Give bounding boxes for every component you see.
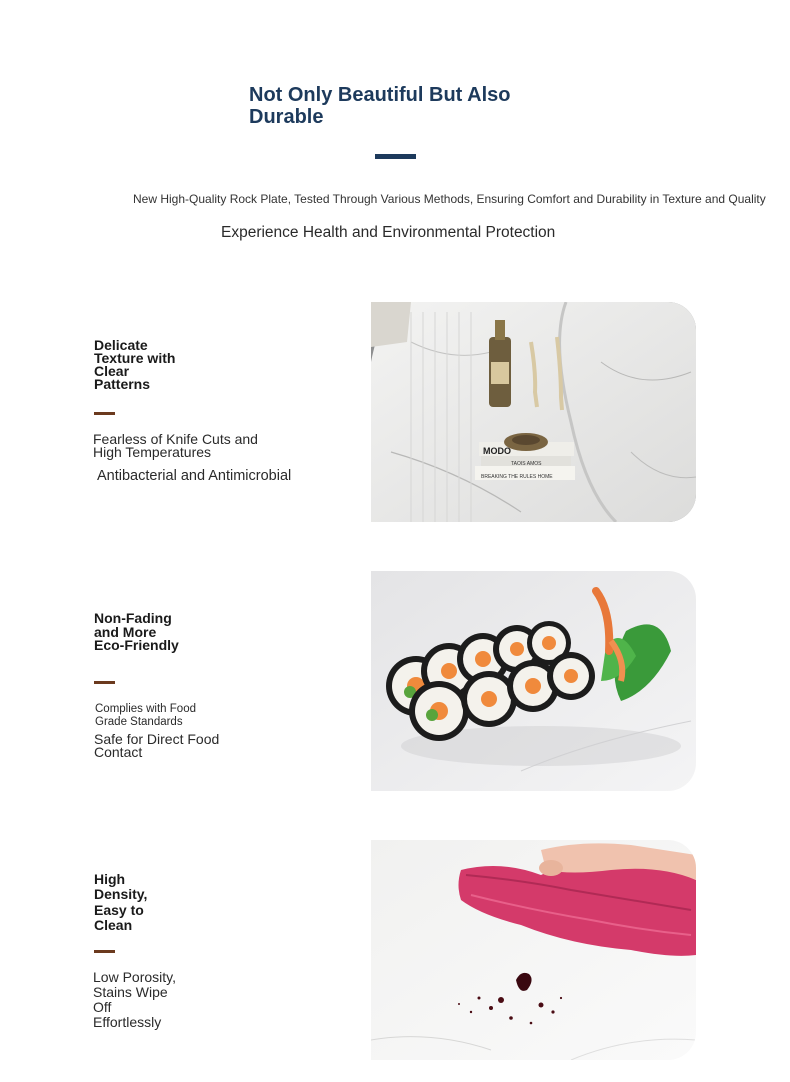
feature-3-photo-cleaning-cloth	[371, 840, 696, 1060]
feature-2-heading-line: Non-Fading	[94, 610, 172, 626]
feature-1-heading-line: Patterns	[94, 376, 151, 392]
feature-2-accent-bar	[94, 681, 115, 684]
feature-2-photo-sushi	[371, 571, 696, 791]
feature-2-text-2-line: Safe for Direct Food	[94, 731, 220, 747]
feature-2-heading-line: Eco-Friendly	[94, 637, 179, 653]
feature-1-text-1-line: Fearless of Knife Cuts and	[93, 431, 258, 447]
feature-2-text-2-line: Contact	[94, 744, 143, 760]
feature-2-heading-line: and More	[94, 623, 157, 640]
feature-1-photo-marble-table	[371, 302, 696, 522]
feature-2-text-1-line: Complies with Food	[95, 703, 196, 715]
feature-1-heading	[94, 339, 214, 391]
feature-1-heading-line: Delicate	[94, 337, 148, 353]
feature-1-heading-line: Clear	[94, 363, 130, 379]
page-title-line-1: Not Only Beautiful But Also	[249, 84, 511, 106]
feature-1-text-2: Antibacterial and Antimicrobial	[97, 468, 292, 484]
feature-1-text-1	[93, 433, 293, 459]
feature-3-heading-line: High	[94, 871, 126, 887]
title-underline-bar	[375, 154, 416, 159]
feature-3-text-1-line: Stains Wipe	[93, 984, 168, 1000]
feature-3-text-1-line: Low Porosity,	[93, 969, 176, 985]
book-subtitle-label: BREAKING THE RULES HOME	[481, 474, 553, 480]
book-author-label: TAOIS AMOS	[511, 461, 542, 467]
feature-2-heading	[94, 612, 214, 653]
page-title	[249, 84, 549, 128]
feature-3-heading-line: Density,	[94, 886, 148, 903]
feature-2-text-1-line: Grade Standards	[95, 716, 183, 728]
feature-1-heading-line: Texture with	[94, 350, 176, 366]
feature-3-heading	[94, 872, 214, 933]
feature-3-heading-line: Easy to	[94, 901, 144, 918]
feature-1-accent-bar	[94, 412, 115, 415]
page-title-line-2: Durable	[249, 106, 324, 128]
book-title-label: MODO	[483, 446, 511, 456]
feature-2-text-2	[94, 733, 254, 759]
feature-3-text-1	[93, 970, 213, 1030]
feature-2-text-1	[95, 703, 235, 729]
feature-1-text-1-line: High Temperatures	[93, 444, 212, 460]
page-subtitle: New High-Quality Rock Plate, Tested Through Various Methods, Ensuring Comfort and Durability in Texture and Quality	[133, 192, 766, 206]
feature-3-text-1-line: Off	[93, 999, 112, 1015]
feature-3-text-1-line: Effortlessly	[93, 1014, 162, 1030]
feature-3-heading-line: Clean	[94, 916, 133, 933]
feature-3-accent-bar	[94, 950, 115, 953]
page-tagline: Experience Health and Environmental Protection	[221, 224, 556, 241]
